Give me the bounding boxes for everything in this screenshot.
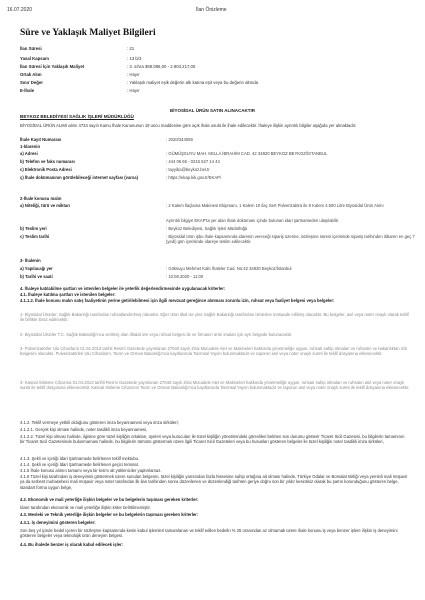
section4-line: 4.1.6 Tüzel kişi tarafından iş deneyimini göstermek üzere sunulan belgenin, tüzel kişiliğin yarısından fazla hissesine sahip ortağına ait olması halinde, Türkiye Odalar ve Borsalar Birliği veya yeminli mali müşavir ya da serbest muhasebeci mali müşavir veya noter tarafından ilk ilan tarihinden sonra düzenlenen ve düzenlendiği tarihten geriye doğru son bir yıldır kesintisiz olarak bu şartın korunduğunu gösteren belge, standart forma uygun belge,	[20, 474, 408, 490]
field-value: : Hayır	[127, 88, 140, 93]
row-value: : Beykoz Belediyesi, Sağlık İşleri Müdürlüğü	[166, 226, 248, 231]
field-e-ihale	[20, 88, 420, 95]
field-value: : Yaklaşık maliyet eşik değerin altı katına eşit veya bu değerin altında	[127, 80, 258, 85]
section4-line: Son beş yıl içinde bedel içeren bir sözleşme kapsamında kesin kabul işlemleri tamamlanan ve teklif edilen bedelin % 25 oranından az olmamak üzere ihale konusu iş veya benzer işlere ilişkin iş deneyimini gösteren belgeler veya teknolojik ürün deneyim belgesi.	[20, 528, 398, 539]
section3-row-datetime	[20, 274, 420, 281]
section4-item2: 2- Biyosidal Ürünler T.C. Sağlık Bakanlığı'nca verilmiş olan ithalat izni veya ruhsat belgesi ile ve firmanın ürün imalatı için ayrı belgede bulunacaktır.	[20, 332, 293, 337]
row-value: Ayrıntılı bilgiye EKAP'ta yer alan ihale dokümanı içinde bulunan idari şartnameden ulaşılabilir.	[166, 218, 339, 223]
section2-row-delivery-date	[20, 234, 420, 248]
row-value: : 444 06 65 - 0216 527 14 44	[166, 159, 220, 164]
section1-heading-row	[20, 144, 420, 151]
section1-row-phone	[20, 159, 420, 166]
row-value: : Biyosidal ürün işbu ihale kapsamında idarenin vereceği sipariş üzerine, sözleşme süresi içerisinde sipariş tarihinden itibaren en geç 7 (yedi) gün içerisinde idareye teslim edilecektir.	[166, 234, 415, 244]
section4-sub2: 4.1.1.2. İhale konusu malın satış faaliyetinin yerine getirilebilmesi için ilgili mevzuat gereğince alınması zorunlu izin, ruhsat veya faaliyet belgesi veya belgeler:	[20, 298, 335, 303]
row-label: b) Teslim yeri	[20, 226, 47, 231]
section4-item4: 3- Kasnal Sisleme Cihazına 01.04.2013 tarihli Resmi Gazetede yayınlanan 27040 sayılı Zirai Mücadele Alet ve Makineleri hakkında yönetmeliğe uygun, ruhsatı sahip olmaları ve ruhsatın asıl veya noter onaylı sureti ile teklif dosyasına eklenecektir. Kasnal Sisleme Cihazının Tarım ve Orman Bakanlığı'nca kayıtlarında Tarımsal Yayım bulunmaktadır ve raporun asıl veya noter onaylı sureti ile teklif dosyasına eklenecektir.	[20, 380, 410, 391]
row-label: a) Adresi	[20, 151, 38, 156]
section4-line: 4.3. Mesleki ve Teknik yeterliğe ilişkin belgeler ve bu belgelerin taşıması gereken kriterler:	[20, 512, 199, 517]
field-ortak-alim	[20, 72, 420, 79]
field-yasal-kapsam	[20, 56, 420, 63]
section4-item3: 3- Pulverizatörler Ulu Cihazların 01.04.2013 tarihli Resmî Gazetede yayınlanan 27040 sayılı Zirai Mücadele Alet ve Makineleri hakkında yönetmeliğe uygun, ruhsatı sahip olmaları ve ruhsatın ve bakanlıktan izin belgesini olacaktır. Pulverizatörleri Ulu Cihazların, Tarım ve Orman Bakanlığı'nca kayıtlarında Tarımsal Yayım bulunmaktadır ve raporun asıl veya noter onaylı sureti ile teklif dosyasına eklenecektir.	[20, 346, 408, 357]
document-title: Süre ve Yaklaşık Maliyet Bilgileri	[20, 28, 156, 38]
section4-sub1: 4.1. İhaleye katılma şartları ve istenilen belgeler:	[20, 292, 116, 297]
field-value: : 3. sıhra 388.086,00 - 2.904.217,00	[127, 64, 196, 69]
section4-line: 4.1.5 İhale konusu alımın tamamı veya bir kısmı alt yükleniciler yaptırılamaz.	[20, 468, 162, 473]
section4-line: 4.1.4. Şekli ve içeriği İdari Şartnamede belirlenen geçici teminat.	[20, 462, 139, 467]
section4-line: 4.1.2.1. Gerçek kişi olması halinde, noter tasdikli imza beyannamesi,	[20, 427, 148, 432]
row-label: a) Yapılacağı yer	[20, 266, 53, 271]
tender-type-heading: BİYOSİDAL ÜRÜN SATIN ALINACAKTIR	[170, 108, 255, 113]
section2-row-detail	[20, 218, 420, 225]
ikn-row	[20, 137, 420, 144]
ikn-value: : 2020/344059	[166, 137, 193, 142]
section4-heading: 4. İhaleye katılabilme şartları ve istenilen belgeler ile yeterlik değerlendirmesinde uygulanacak kriterler:	[20, 286, 226, 291]
field-value: : Hayır	[127, 72, 140, 77]
section3-heading-row	[20, 258, 420, 265]
row-label: c) Teslim tarihi	[20, 234, 50, 239]
section4-line: 4.4. Bu ihalede benzer iş olarak kabul edilecek işler:	[20, 542, 124, 547]
ikn-label: İhale Kayıt Numarası	[20, 137, 62, 142]
field-label: E-İhale	[20, 88, 35, 93]
row-label: a) Niteliği, türü ve miktarı	[20, 203, 71, 208]
section4-line: 4.2. Ekonomik ve mali yeterliğe ilişkin belgeler ve bu belgelerin taşıması gereken kriterler:	[20, 497, 199, 502]
field-label: Ortak Alım	[20, 72, 42, 77]
row-value: : https://ekap.kik.gov.tr/EKAP/	[166, 175, 222, 180]
page-header-title: İlan Önizleme	[196, 7, 227, 13]
section2-heading-row	[20, 196, 420, 203]
section2-row-nature	[20, 203, 420, 217]
section4-line: 4.3.1. İş deneyimini gösteren belgeler:	[20, 520, 96, 525]
section1-row-email	[20, 167, 420, 174]
field-label: Sınır Değer	[20, 80, 43, 85]
section4-item1: 1- Biyosidal Ürünler; Sağlık Bakanlığı tarafından ruhsatlandırılmış olacaktır. Eğer ürün itkal ise yine Sağlık Bakanlığı tarafından izinlerine müsaade edilmiş olacaktır. Bu belgeler, asıl veya noter onaylı olarak teklif ile birlikte ibraz edilecektir.	[20, 312, 409, 323]
field-sinir-deger	[20, 80, 420, 87]
field-label: İlan Süresi	[20, 46, 42, 51]
section4-line: 4.1.3. Şekli ve içeriği İdari Şartnamede belirlenen teklif mektubu.	[20, 456, 140, 461]
field-ilan-suresi	[20, 46, 420, 53]
section3-row-place	[20, 266, 420, 273]
row-label: ç) İhale dokümanının görülebileceği internet sayfası (varsa)	[20, 175, 138, 180]
row-value: : tayyiba@beykoz.bel.tr	[166, 167, 210, 172]
field-yaklasik-maliyet	[20, 64, 420, 71]
row-value: : GÜMÜŞSUYU MAH. KELLA İBRAHİM CAD. 42 34820 BEYKOZ BEYKOZ/İSTANBUL	[166, 151, 328, 156]
row-label: c) Elektronik Posta Adresi	[20, 167, 72, 172]
field-label: İlan Süresi İçin Yaklaşık Maliyet	[20, 64, 85, 69]
section4-line: 4.1.2.2. Tüzel kişi olması halinde, ilgisine göre tüzel kişiliğin ortakları, üyeleri veya kurucuları ile tüzel kişiliğin yönetimindeki görevlileri belirten son durumu gösterir Ticaret Sicil Gazetesi, bu bilgilerin tamamının bir Ticaret Sicil Gazetesinde bulunmaması halinde, bu bilgilerin tümünü göstermek üzere ilgili Ticaret Sicil Gazeteleri veya bu hususları gösteren belgeler ile tüzel kişiliğin noter tasdikli imza sirküleri,	[20, 434, 405, 445]
field-label: Yasal Kapsam	[20, 56, 49, 61]
section4-line: İdare tarafından ekonomik ve mali yeterliğe ilişkin kriter belirtilmemiştir.	[20, 505, 151, 510]
intro-paragraph: BİYOSİDAL ÜRÜN ALIMI alımı 4734 sayılı Kamu İhale Kanununun 19 uncu maddesine göre açık ihale usulü ile ihale edilecektir. İhaleye ilişkin ayrıntılı bilgiler aşağıda yer almaktadır:	[20, 123, 357, 128]
row-value: : Göksuyu Mehmet Kaltı İhaleler Cad. No:42 34820 Beykoz/İstanbul	[166, 266, 292, 271]
print-date: 16.07.2020	[7, 7, 33, 13]
section1-row-website	[20, 175, 420, 189]
section3-heading: 3- İhalenin	[20, 258, 41, 263]
section1-heading: 1-İdarenin	[20, 144, 41, 149]
field-value: : 21	[127, 46, 135, 51]
row-label: b) Tarihi ve saati	[20, 274, 53, 279]
row-value: : 2 Kalem İlaçlama Makinesi Ekipmanı, 1 Kalem 10 ilaç Sert Pulverizatörü ile 8 Kalem 4.500 Litre Biyosidal Ürün Alımı	[166, 203, 384, 208]
section2-row-delivery-place	[20, 226, 420, 233]
section1-row-address	[20, 151, 420, 158]
section2-heading: 2-İhale konusu malın	[20, 196, 62, 201]
row-value: : 10.08.2020 - 11:00	[166, 274, 204, 279]
section4-line: 4.1.2. Teklif vermeye yetkili olduğunu gösteren imza beyannamesi veya imza sirküleri;	[20, 420, 179, 425]
authority-heading: BEYKOZ BELEDİYESİ SAĞLIK İŞLERİ MÜDÜRLÜĞÜ	[20, 114, 134, 119]
field-value: : 13 b/3	[127, 56, 142, 61]
row-label: b) Telefon ve faks numarası	[20, 159, 75, 164]
